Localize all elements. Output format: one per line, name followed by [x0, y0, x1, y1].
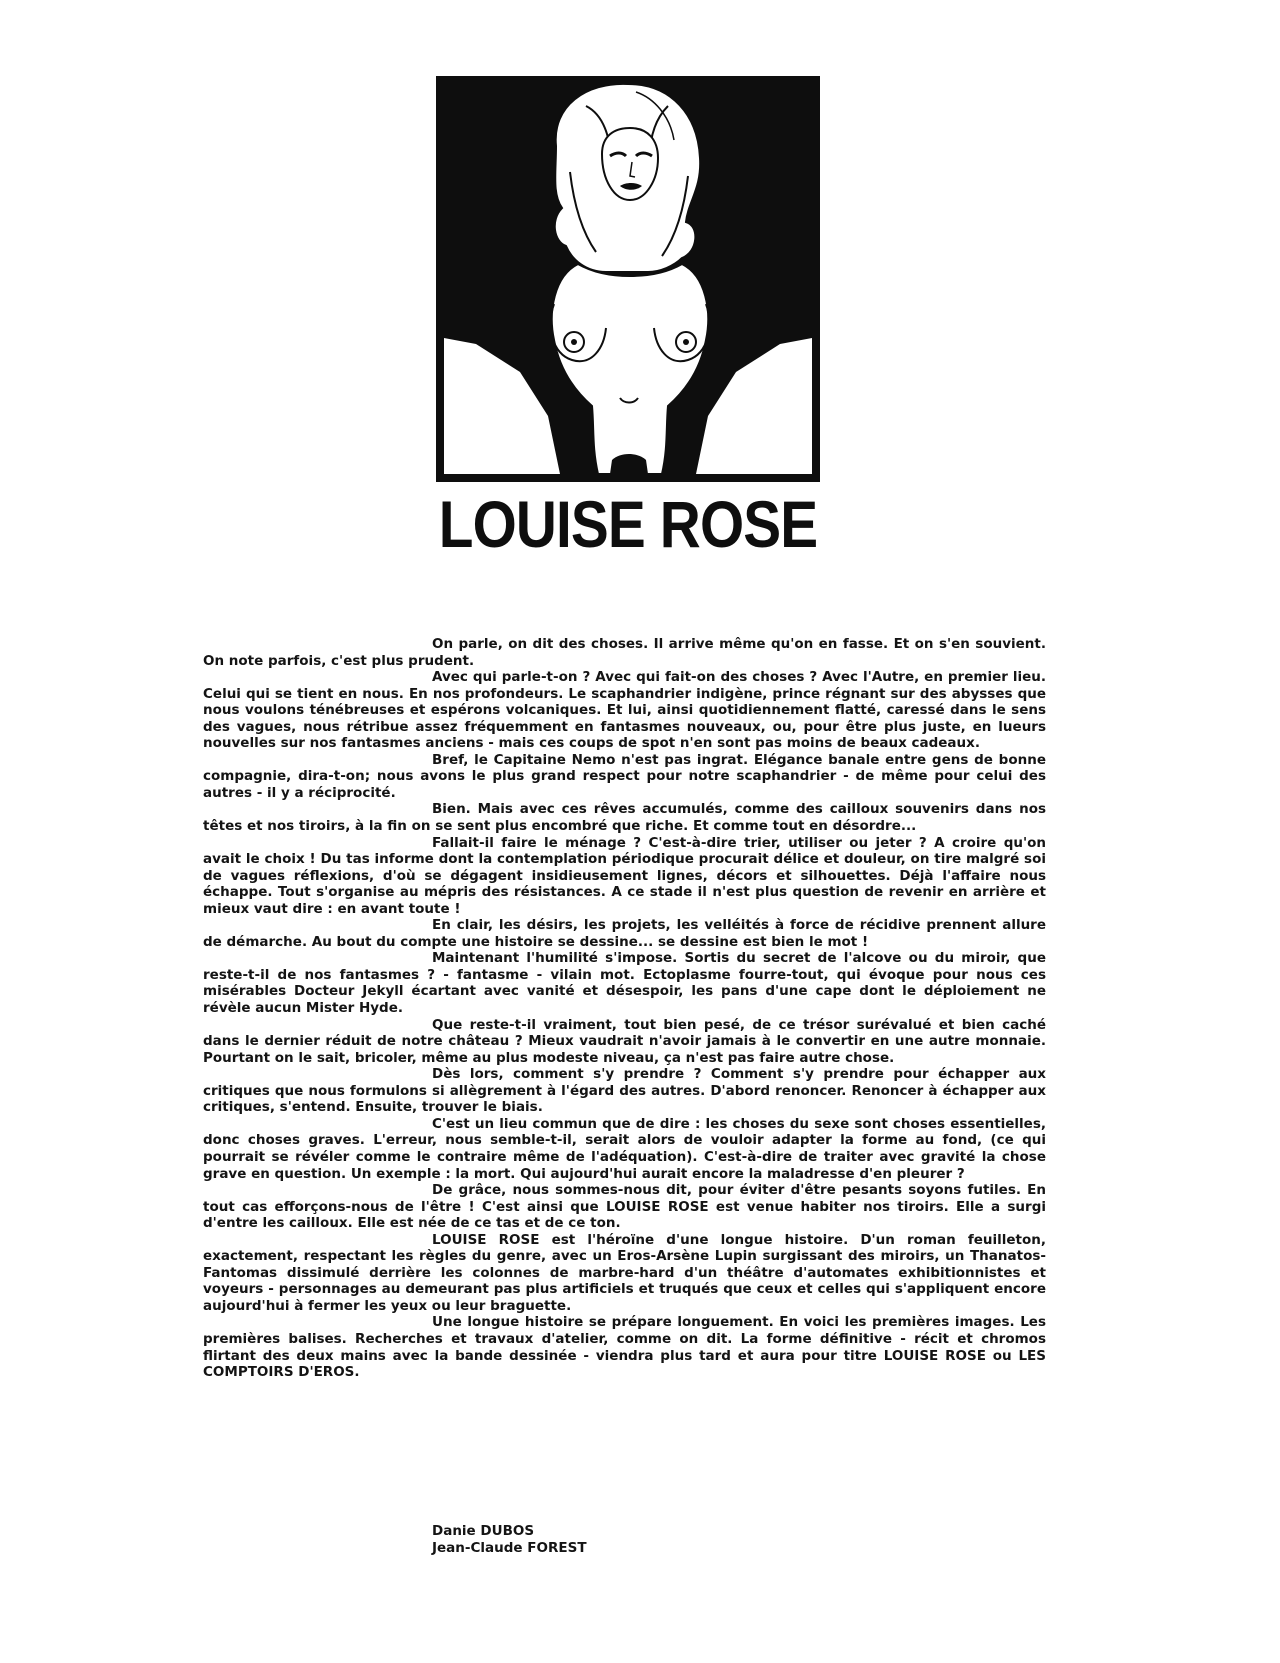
paragraph: On parle, on dit des choses. Il arrive même qu'on en fasse. Et on s'en souvient. On note parfois, c'est plus prudent.	[203, 636, 1046, 669]
page-title: LOUISE ROSE	[438, 487, 818, 561]
body-text	[203, 636, 1046, 1381]
paragraph: Fallait-il faire le ménage ? C'est-à-dire trier, utiliser ou jeter ? A croire qu'on avait le choix ! Du tas informe dont la contemplation périodique procurait délice et douleur, on tire malgré soi de vagues réflexions, d'où se dégagent insidieusement lignes, décors et silhouettes. Déjà l'affaire nous échappe. Tout s'organise au mépris des résistances. A ce stade il n'est plus question de revenir en arrière et mieux vaut dire : en avant toute !	[203, 834, 1046, 917]
paragraph: Maintenant l'humilité s'impose. Sortis du secret de l'alcove ou du miroir, que reste-t-il de nos fantasmes ? - fantasme - vilain mot. Ectoplasme fourre-tout, qui évoque pour nous ces misérables Docteur Jekyll écartant avec vanité et désespoir, les pans d'une cape dont le déploiement ne révèle aucun Mister Hyde.	[203, 950, 1046, 1017]
paragraph: LOUISE ROSE est l'héroïne d'une longue histoire. D'un roman feuilleton, exactement, respectant les règles du genre, avec un Eros-Arsène Lupin surgissant des miroirs, un Thanatos-Fantomas dissimulé derrière les colonnes de marbre-hard d'un théâtre d'automates exhibitionnistes et voyeurs - personnages au demeurant pas plus artificiels et truqués que ceux et celles qui s'appliquent encore aujourd'hui à fermer les yeux ou leur braguette.	[203, 1231, 1046, 1314]
paragraph: De grâce, nous sommes-nous dit, pour éviter d'être pesants soyons futiles. En tout cas efforçons-nous de l'être ! C'est ainsi que LOUISE ROSE est venue habiter nos tiroirs. Elle a surgi d'entre les cailloux. Elle est née de ce tas et de ce ton.	[203, 1182, 1046, 1232]
signature	[432, 1523, 587, 1557]
author-name: Danie DUBOS	[432, 1523, 535, 1539]
pin-up-woman-portrait-icon	[436, 76, 820, 482]
paragraph: En clair, les désirs, les projets, les velléités à force de récidive prennent allure de démarche. Au bout du compte une histoire se dessine... se dessine est bien le mot !	[203, 917, 1046, 950]
paragraph: Bien. Mais avec ces rêves accumulés, comme des cailloux souvenirs dans nos têtes et nos tiroirs, à la fin on se sent plus encombré que riche. Et comme tout en désordre...	[203, 801, 1046, 835]
paragraph: Bref, le Capitaine Nemo n'est pas ingrat. Elégance banale entre gens de bonne compagnie, dira-t-on; nous avons le plus grand respect pour notre scaphandrier - de même pour celui des autres - il y a réciprocité.	[203, 751, 1046, 801]
paragraph: Dès lors, comment s'y prendre ? Comment s'y prendre pour échapper aux critiques que nous formulons si allègrement à l'égard des autres. D'abord renoncer. Renoncer à échapper aux critiques, s'entend. Ensuite, trouver le biais.	[203, 1066, 1046, 1116]
paragraph: Une longue histoire se prépare longuement. En voici les premières images. Les premières balises. Recherches et travaux d'atelier, comme on dit. La forme définitive - récit et chromos flirtant des deux mains avec la bande dessinée - viendra plus tard et aura pour titre LOUISE ROSE ou LES COMPTOIRS D'EROS.	[203, 1314, 1046, 1381]
author-name: Jean-Claude FOREST	[432, 1540, 587, 1556]
paragraph: C'est un lieu commun que de dire : les choses du sexe sont choses essentielles, donc choses graves. L'erreur, nous semble-t-il, serait alors de vouloir adapter la forme au fond, (ce qui pourrait se révéler comme le contraire même de l'adéquation). C'est-à-dire de traiter avec gravité la chose grave en question. Un exemple : la mort. Qui aujourd'hui aurait encore la maladresse d'en pleurer ?	[203, 1115, 1046, 1182]
paragraph: Avec qui parle-t-on ? Avec qui fait-on des choses ? Avec l'Autre, en premier lieu. Celui qui se tient en nous. En nos profondeurs. Le scaphandrier indigène, prince régnant sur des abysses que nous voulons ténébreuses et espérons volcaniques. Et lui, ainsi quotidiennement flatté, caressé dans le sens des vagues, nous rétribue assez fréquemment en fantasmes nouveaux, ou, pour être plus juste, en lueurs nouvelles sur nos fantasmes anciens - mais ces coups de spot n'en sont pas moins de beaux cadeaux.	[203, 669, 1046, 752]
paragraph: Que reste-t-il vraiment, tout bien pesé, de ce trésor surévalué et bien caché dans le dernier réduit de notre château ? Mieux vaudrait n'avoir jamais à le convertir en une autre monnaie. Pourtant on le sait, bricoler, même au plus modeste niveau, ça n'est pas faire autre chose.	[203, 1016, 1046, 1066]
title-illustration	[436, 76, 820, 482]
